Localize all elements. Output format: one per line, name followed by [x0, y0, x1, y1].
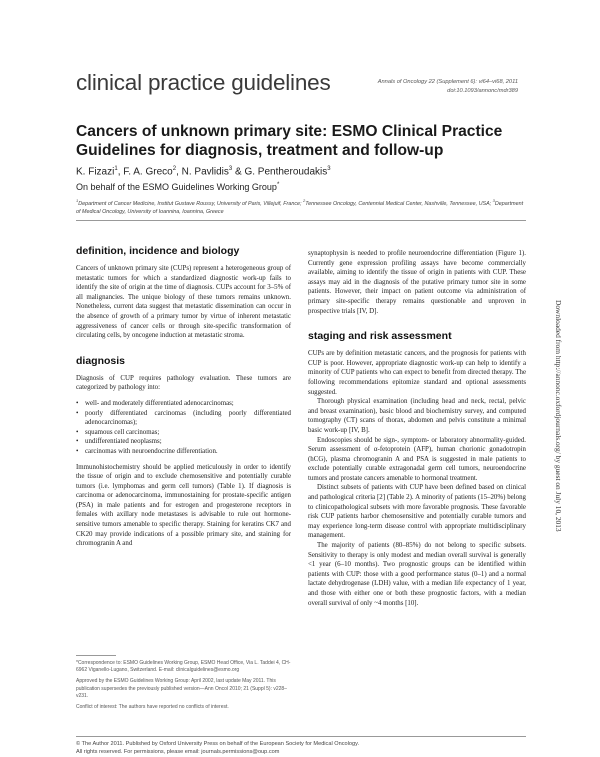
diagnosis-continued — [308, 249, 526, 316]
right-column — [308, 249, 526, 608]
paragraph: Thorough physical examination (including head and neck, rectal, pelvic and breast examination), basic blood and biochemistry survey, and computed tomography (CT) scans of thorax, abdomen and pelvis constitute a minimal basic work-up [IV, B]. — [308, 398, 526, 434]
section-heading-diagnosis: diagnosis — [76, 354, 126, 367]
paragraph: Cancers of unknown primary site (CUPs) represent a heterogeneous group of metastatic tumors for which a standardized diagnostic work-up fails to identify the site of origin at the time of diagnosis. CUPs account for 3–5% of all malignancies. The unique biology of these tumors remains unknown. Nonetheless, current data suggest that metastatic dissemination can occur in the absence of growth of a primary tumor by virtue of inherent metastatic aggressiveness of cancer cells or through site-specific transformation of circulating cells, by oncogene induction at metastatic stroma. — [76, 265, 291, 340]
paragraph: CUPs are by definition metastatic cancers, and the prognosis for patients with CUP is poor. However, appropriate diagnostic work-up can help to identify a minority of CUP patients who can expect to benefit from directed therapy. The following recommendations epitomize standard and optional assessments suggested. — [308, 350, 526, 396]
author-name: K. Fizazi — [76, 166, 115, 178]
affiliations — [76, 197, 526, 216]
author-affiliation-mark: 3 — [228, 166, 233, 172]
paragraph: synaptophysin is needed to profile neuroendocrine differentiation (Figure 1). Currently gene expression profiling assays have become commercially available, aiming to identify the tissue of origin in patients with CUP. These assays may aid in the diagnosis of the putative primary tumor site in some patients. However, their impact on patient outcome via administration of primary site-specific therapy remains questionable and unproven in prospective trials [IV, D]. — [308, 250, 526, 315]
footer-divider — [76, 736, 526, 737]
affiliation-number: 3 — [492, 198, 495, 203]
paragraph: Endoscopies should be sign-, symptom- or laboratory abnormality-guided. Serum assessment of α-fetoprotein (AFP), human chorionic gonadotropin (hCG), plasma chromogranin A and PSA is suggested in male patients to exclude potentially curable extragonadal germ cell tumors, neuroendocrine tumors and prostate cancers amenable to hormonal treatment. — [308, 436, 526, 482]
working-group-text: On behalf of the ESMO Guidelines Working Group — [76, 182, 277, 192]
copyright-notice — [76, 740, 526, 756]
list-item: • carcinomas with neuroendocrine differentiation. — [76, 447, 291, 457]
list-item: • undifferentiated neoplasms; — [76, 437, 291, 447]
footnote-divider — [76, 655, 116, 656]
diagnosis-body — [76, 374, 291, 549]
journal-section-title: clinical practice guidelines — [76, 70, 331, 95]
author-affiliation-mark: 2 — [172, 166, 177, 172]
copyright-line: © The Author 2011. Published by Oxford University Press on behalf of the European Society for Medical Oncology. — [76, 741, 360, 747]
conflict-footnote: Conflict of interest: The authors have reported no conflicts of interest. — [76, 704, 229, 711]
affiliation-text: Department of Medical Oncology, University of Ioannina, Ioannina, Greece — [76, 200, 524, 215]
staging-body — [308, 349, 526, 608]
working-group-line — [76, 182, 279, 192]
footnotes — [76, 660, 291, 715]
left-column — [76, 245, 291, 549]
author-affiliation-mark: 1 — [114, 166, 118, 172]
affiliation-number: 2 — [303, 198, 306, 203]
permissions-line: All rights reserved. For permissions, please email: journals.permissions@oup.com — [76, 749, 280, 755]
list-item: • squamous cell carcinomas; — [76, 428, 291, 438]
author-affiliation-mark: 3 — [327, 166, 331, 172]
paragraph: Immunohistochemistry should be applied meticulously in order to identify the tissue of origin and to exclude chemosensitive and potentially curable tumors (i.e. lymphomas and germ cell tumors) (Table 1). If diagnosis is carcinoma or adenocarcinoma, immunostaining for prostate-specific antigen (PSA) in male patients and for estrogen and progesterone receptors in females with axillary node metastases is advisable to rule out hormone-sensitive tumors amenable to specific therapy. Staining for keratins CK7 and CK20 may provide indications of a possible primary site, and staining for chromogranin A and — [76, 463, 291, 548]
approval-footnote: Approved by the ESMO Guidelines Working Group: April 2002, last update May 2011. This publication supersedes the previously published version—Ann Oncol 2010; 21 (Suppl 5): v228–v231. — [76, 678, 287, 699]
download-watermark: Downloaded from http://annonc.oxfordjournals.org/ by guest on July 10, 2013 — [554, 300, 563, 532]
paragraph: The majority of patients (80–85%) do not belong to specific subsets. Sensitivity to therapy is only modest and median overall survival is generally <1 year (6–10 months). Two prognostic groups can be identified within patients with CUP: those with a good performance status (0–1) and a normal lactate dehydrogenase (LDH) value, with a median life expectancy of 1 year, and those with either one or both these prognostic factors, with a median overall survival of only ~4 months [10]. — [308, 542, 526, 607]
section-heading-staging: staging and risk assessment — [308, 330, 452, 343]
affiliation-text: Tennessee Oncology, Centennial Medical Center, Nashville, Tennessee, USA; — [305, 200, 492, 207]
affiliation-number: 1 — [76, 198, 79, 203]
paragraph: Distinct subsets of patients with CUP have been defined based on clinical and pathological criteria [2] (Table 2). A minority of patients (15–20%) belong to clinicopathological subsets with more favorable prognosis. These favorable risk CUP patients harbor chemosensitive and potentially curable tumors and may experience long-term disease control with appropriate multidisciplinary management. — [308, 484, 526, 540]
pathology-categories-list — [76, 399, 291, 457]
correspondence-footnote: *Correspondence to: ESMO Guidelines Working Group, ESMO Head Office, Via L. Taddei 4, CH-6962 Viganello-Lugano, Switzerland. E-mail: clinicalguidelines@esmo.org — [76, 660, 291, 674]
author-name: F. A. Greco — [123, 166, 173, 178]
author-name: G. Pentheroudakis — [244, 166, 328, 178]
doi-link[interactable]: doi:10.1093/annonc/mdr389 — [447, 87, 518, 94]
article-title: Cancers of unknown primary site: ESMO Clinical Practice Guidelines for diagnosis, treatment and follow-up — [76, 123, 503, 159]
affiliation-text: Department of Cancer Medicine, Institut Gustave Roussy, University of Paris, Villejuif, France; — [78, 200, 302, 207]
list-item: • poorly differentiated carcinomas (including poorly differentiated adenocarcinomas); — [76, 409, 291, 428]
author-name: N. Pavlidis — [181, 166, 229, 178]
header-divider — [76, 220, 526, 221]
paragraph: Diagnosis of CUP requires pathology evaluation. These tumors are categorized by pathology into: — [76, 374, 291, 392]
list-item: • well- and moderately differentiated adenocarcinomas; — [76, 399, 291, 409]
author-list: K. Fizazi$^1$, F. A. Greco$^2$, N. Pavlidis$^3$ & G. Pentheroudakis$^3$ — [76, 166, 331, 178]
journal-citation-line: Annals of Oncology 22 (Supplement 6): vi64–vi68, 2011 — [377, 79, 518, 85]
correspondence-mark: * — [276, 182, 280, 188]
journal-citation — [368, 78, 518, 95]
section-heading-definition: definition, incidence and biology — [76, 245, 240, 257]
definition-paragraph — [76, 264, 291, 341]
